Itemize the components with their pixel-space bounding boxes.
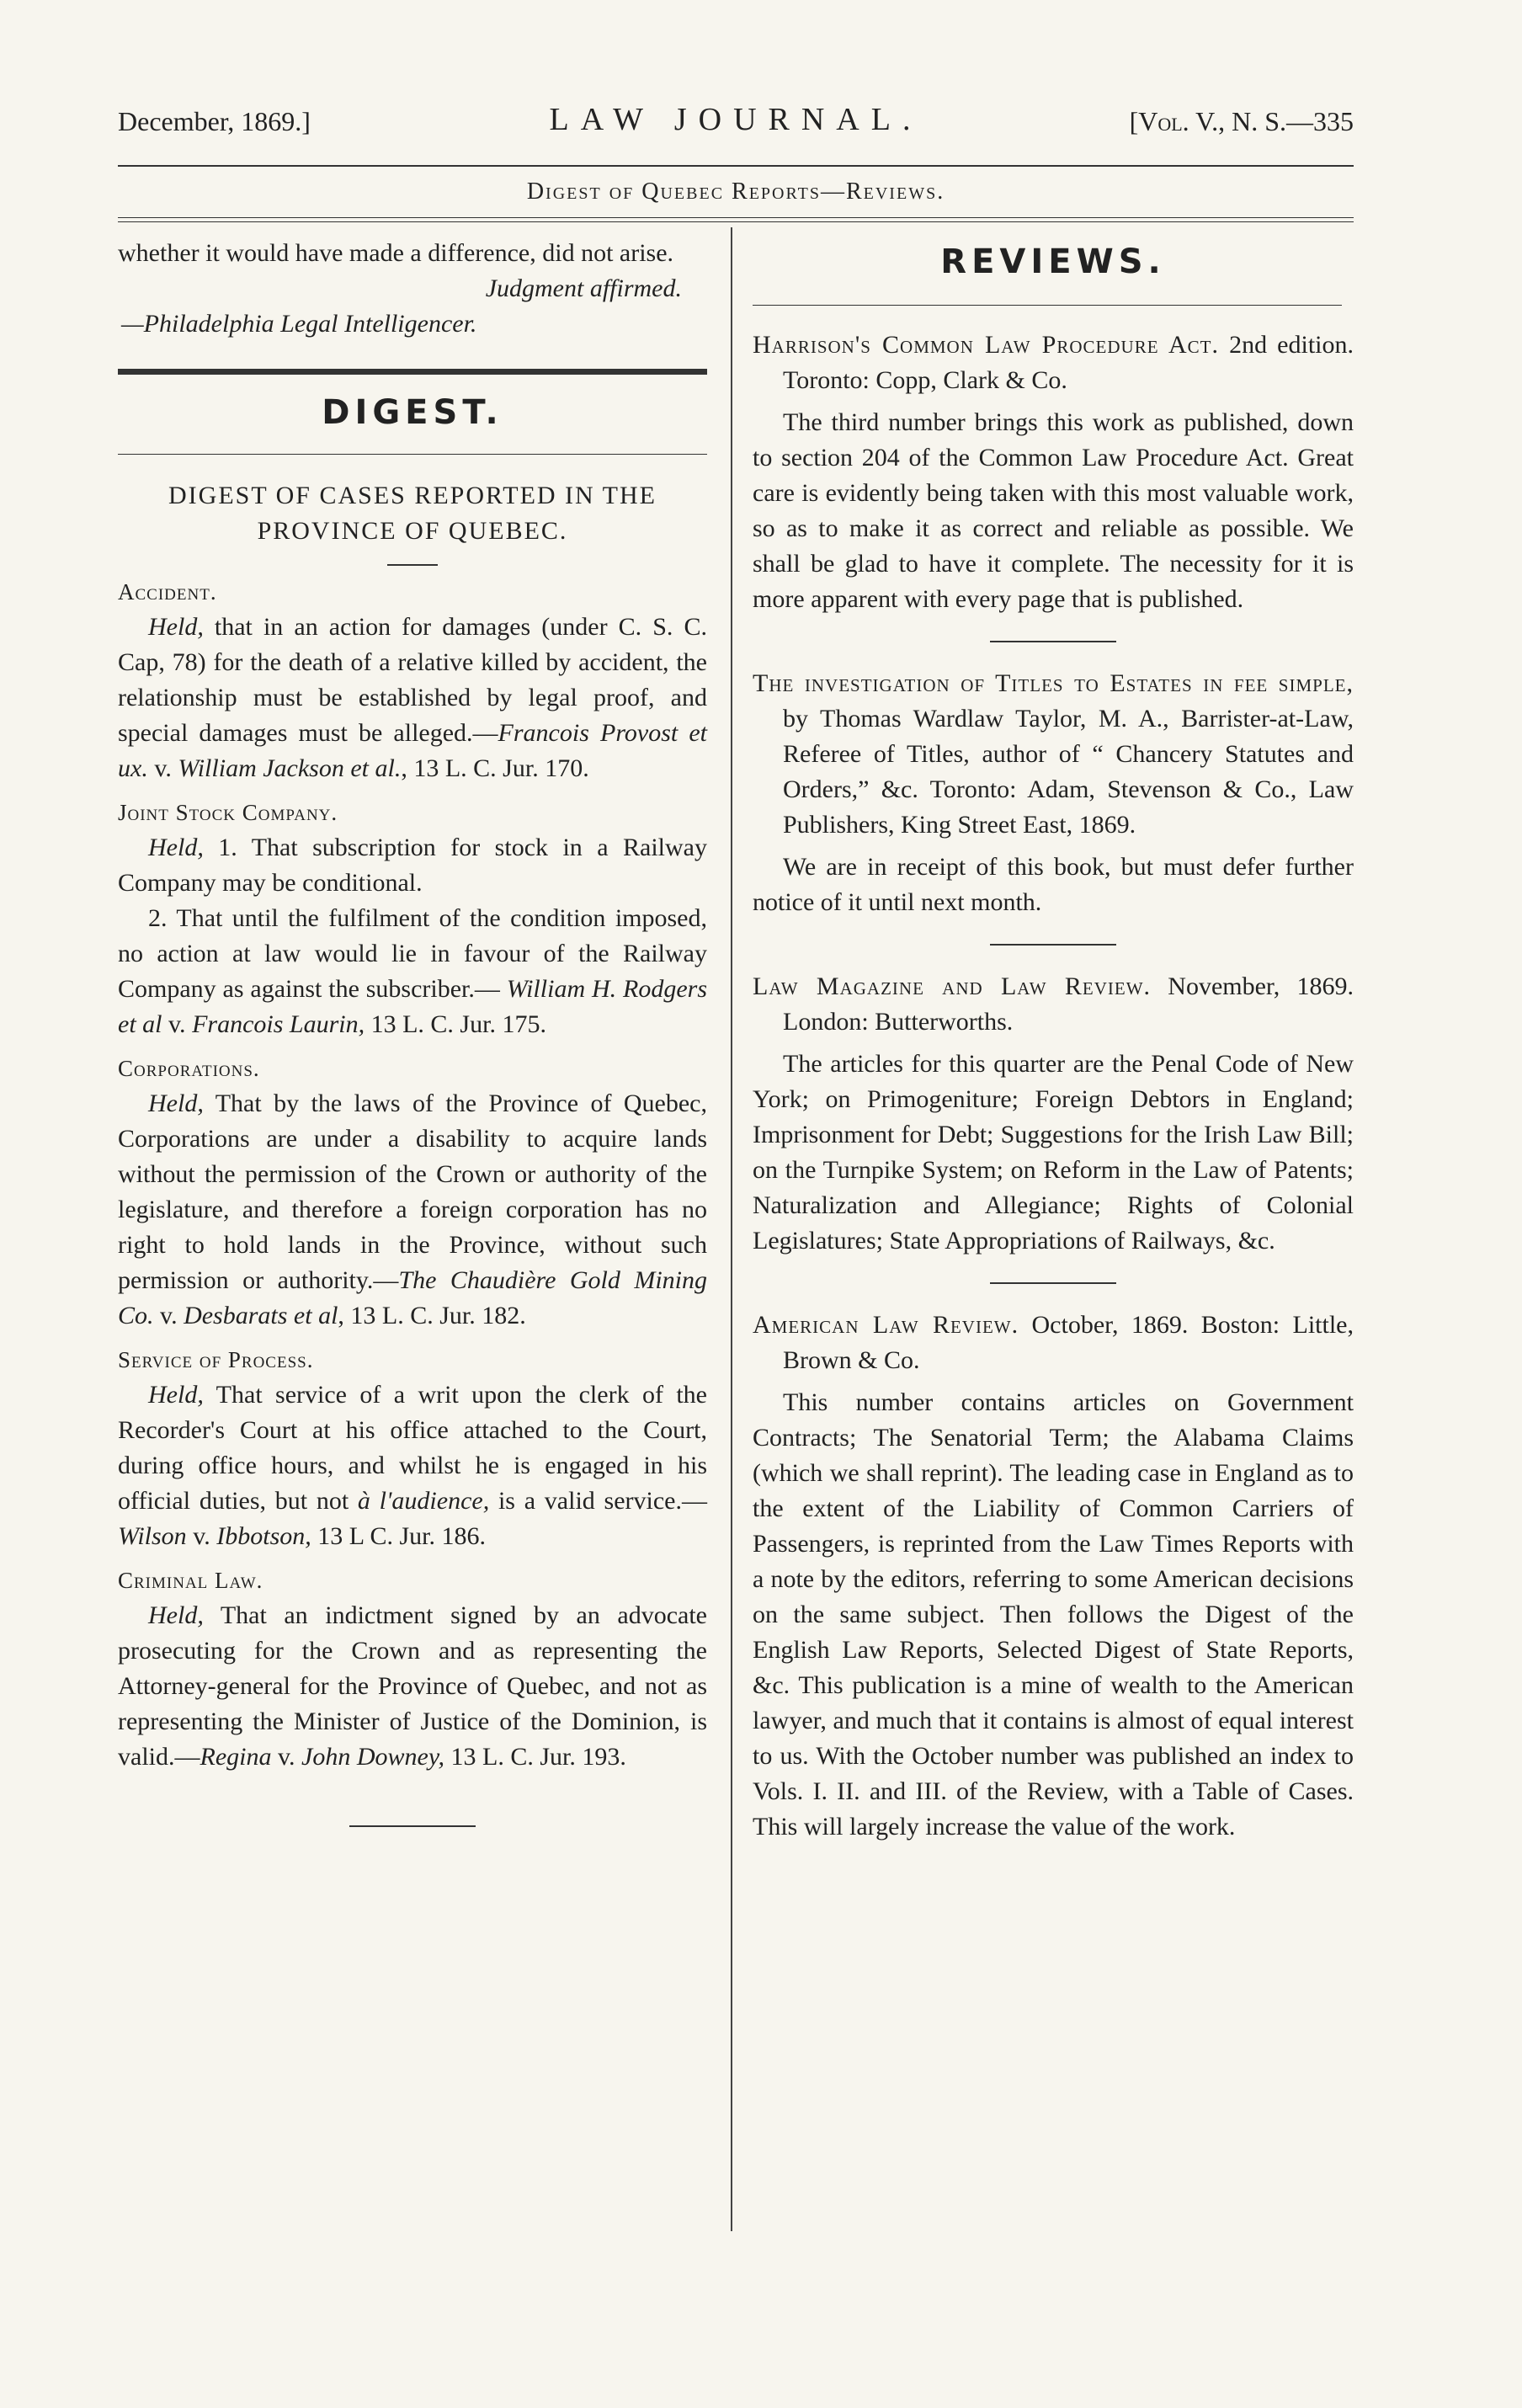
journal-title: LAW JOURNAL. [549,102,923,137]
header-rule [118,165,1354,167]
issue-date: December, 1869.] [118,106,311,136]
continued-text: whether it would have made a difference, did not arise. [118,239,674,267]
entry-text: 2. That until the fulfilment of the condition imposed, no action at law would lie in favour of the Railway Company as against the subscriber.— William H. Rodgers et al v. Francois Laurin, 13 L. C. Jur. 175. [118,904,707,1038]
right-column [753,236,1354,1845]
entry-heading: Joint Stock Company. [118,800,338,825]
source-credit: —Philadelphia Legal Intelligencer. [121,310,477,338]
digest-title: DIGEST. [322,393,503,432]
digest-subtitle: DIGEST OF CASES REPORTED IN THE PROVINCE OF QUEBEC. [168,482,657,545]
review-body: This number contains articles on Government Contracts; The Senatorial Term; the Alabama Claims (which we shall reprint). The leading case in England as to the extent of the Liability of Common Carriers of Passengers, is reprinted from the Law Times Reports with a note by the editors, referring to some American decisions on the same subject. Then follows the Digest of the English Law Reports, Selected Digest of State Reports, &c. This publication is a mine of wealth to the American lawyer, and much that it contains is almost of equal interest to us. With the October number was published an index to Vols. I. II. and III. of the Review, with a Table of Cases. This will largely increase the value of the work. [753,1388,1354,1841]
review-body: The articles for this quarter are the Penal Code of New York; on Primogeniture; Foreign Debtors in England; Imprisonment for Debt; Suggestions for the Irish Law Bill; on the Turnpike System; on Reform in the Law of Patents; Naturalization and Allegiance; Rights of Colonial Legislatures; State Appropriations of Railways, &c. [753,1050,1354,1255]
entry-text: Held, That service of a writ upon the clerk of the Recorder's Court at his office attached to the Court, during office hours, and whilst he is engaged in his official duties, but not à l'audience, is a valid service.— Wilson v. Ibbotson, 13 L C. Jur. 186. [118,1381,707,1550]
review-separator [990,1282,1116,1284]
review-separator [990,944,1116,946]
entry-text: Held, 1. That subscription for stock in a Railway Company may be conditional. [118,834,707,897]
volume-page: [Vol. V., N. S.—335 [1129,106,1354,136]
entry-corporations [118,1051,707,1334]
review-item [753,666,1354,920]
left-column [118,236,707,1827]
column-divider [731,227,732,2231]
entry-heading: Criminal Law. [118,1568,263,1593]
subheader-rule-double [118,221,1354,222]
review-separator [990,641,1116,642]
entry-accident [118,574,707,786]
entry-heading: Corporations. [118,1056,260,1081]
review-title: American Law Review. October, 1869. Boston: Little, Brown & Co. [753,1311,1354,1374]
entry-criminal [118,1563,707,1775]
review-item [753,328,1354,617]
reviews-title: REVIEWS. [940,242,1166,281]
heavy-rule [118,369,707,375]
subheader-rule [118,217,1354,218]
entry-text: Held, That an indictment signed by an advocate prosecuting for the Crown and as representing the Attorney-general for the Province of Quebec, and not as representing the Minister of Justice of the Dominion, is valid.—Regina v. John Downey, 13 L. C. Jur. 193. [118,1601,707,1771]
digest-rule [118,454,707,455]
entry-service [118,1342,707,1554]
review-title: Harrison's Common Law Procedure Act. 2nd edition. Toronto: Copp, Clark & Co. [753,331,1354,394]
review-item [753,1308,1354,1845]
reviews-rule [753,305,1342,306]
review-title: The investigation of Titles to Estates in fee simple, by Thomas Wardlaw Taylor, M. A., Barrister-at-Law, Referee of Titles, author of “ Chancery Statutes and Orders,” &c. Toronto: Adam, Stevenson & Co., Law Publishers, King Street East, 1869. [753,669,1354,839]
end-rule [349,1825,476,1827]
short-rule [387,564,438,566]
judgment-line: Judgment affirmed. [485,274,682,302]
review-title: Law Magazine and Law Review. November, 1869. London: Butterworths. [753,972,1354,1036]
entry-heading: Accident. [118,579,217,605]
entry-joint-stock [118,795,707,1042]
entry-heading: Service of Process. [118,1347,314,1372]
entry-text: Held, That by the laws of the Province of Quebec, Corporations are under a disability to acquire lands without the permission of the Crown or authority of the legislature, and therefore a foreign corporation has no right to hold lands in the Province, without such permission or authority.—The Chaudière Gold Mining Co. v. Desbarats et al, 13 L. C. Jur. 182. [118,1089,708,1329]
review-body: We are in receipt of this book, but must defer further notice of it until next month. [753,853,1354,916]
review-body: The third number brings this work as published, down to section 204 of the Common Law Procedure Act. Great care is evidently being taken with this most valuable work, so as to make it as correct and reliable as possible. We shall be glad to have it complete. The necessity for it is more apparent with every page that is published. [753,408,1354,613]
section-heading: Digest of Quebec Reports—Reviews. [526,178,945,205]
running-head [118,94,1354,141]
review-item [753,969,1354,1259]
entry-text: Held, that in an action for damages (under C. S. C. Cap, 78) for the death of a relative killed by accident, the relationship must be established by legal proof, and special damages must be alleged.—Francois Provost et ux. v. William Jackson et al., 13 L. C. Jur. 170. [118,613,707,782]
